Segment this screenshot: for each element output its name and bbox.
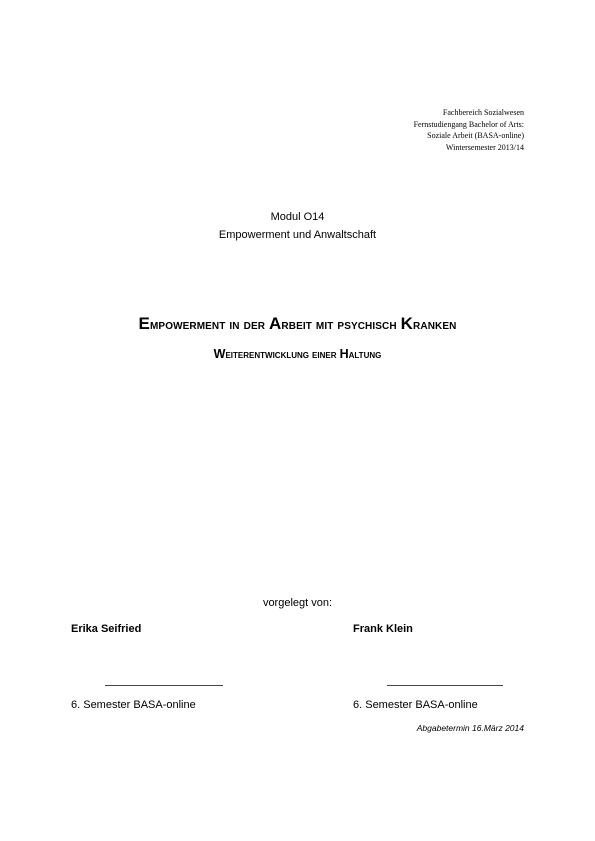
title-initial-3: K <box>400 314 414 333</box>
header-line-course: Soziale Arbeit (BASA-online) <box>427 131 524 140</box>
title-initial-2: A <box>269 314 282 333</box>
subtitle-rest-1: eiterentwicklung einer <box>225 349 340 361</box>
subtitle-rest-2: altung <box>348 349 382 361</box>
institution-header <box>414 107 524 153</box>
module-info <box>0 208 595 244</box>
header-line-program: Fernstudiengang Bachelor of Arts: <box>413 119 524 129</box>
author-semester-1: 6. Semester BASA-online <box>71 699 196 711</box>
submission-deadline: Abgabetermin 16.März 2014 <box>416 723 524 733</box>
title-initial-1: E <box>138 314 150 333</box>
author-name-2: Frank Klein <box>353 623 413 635</box>
module-name: Empowerment und Anwaltschaft <box>218 229 377 241</box>
subtitle-initial-1: W <box>213 347 226 361</box>
header-line-semester: Wintersemester 2013/14 <box>445 142 524 152</box>
signature-line-1 <box>105 685 223 686</box>
header-line-department: Fachbereich Sozialwesen <box>442 108 524 117</box>
title-rest-3: ranken <box>413 316 457 332</box>
signature-line-2 <box>387 685 503 686</box>
subtitle-initial-2: H <box>339 347 349 361</box>
author-name-1: Erika Seifried <box>71 623 142 635</box>
title-rest-1: mpowerment in der <box>150 316 270 332</box>
title-rest-2: rbeit mit psychisch <box>281 316 401 332</box>
document-title <box>0 314 595 334</box>
presented-by-label: vorgelegt von: <box>262 597 333 609</box>
author-semester-2: 6. Semester BASA-online <box>353 699 478 711</box>
module-code: Modul O14 <box>270 211 325 223</box>
document-subtitle <box>0 347 595 361</box>
